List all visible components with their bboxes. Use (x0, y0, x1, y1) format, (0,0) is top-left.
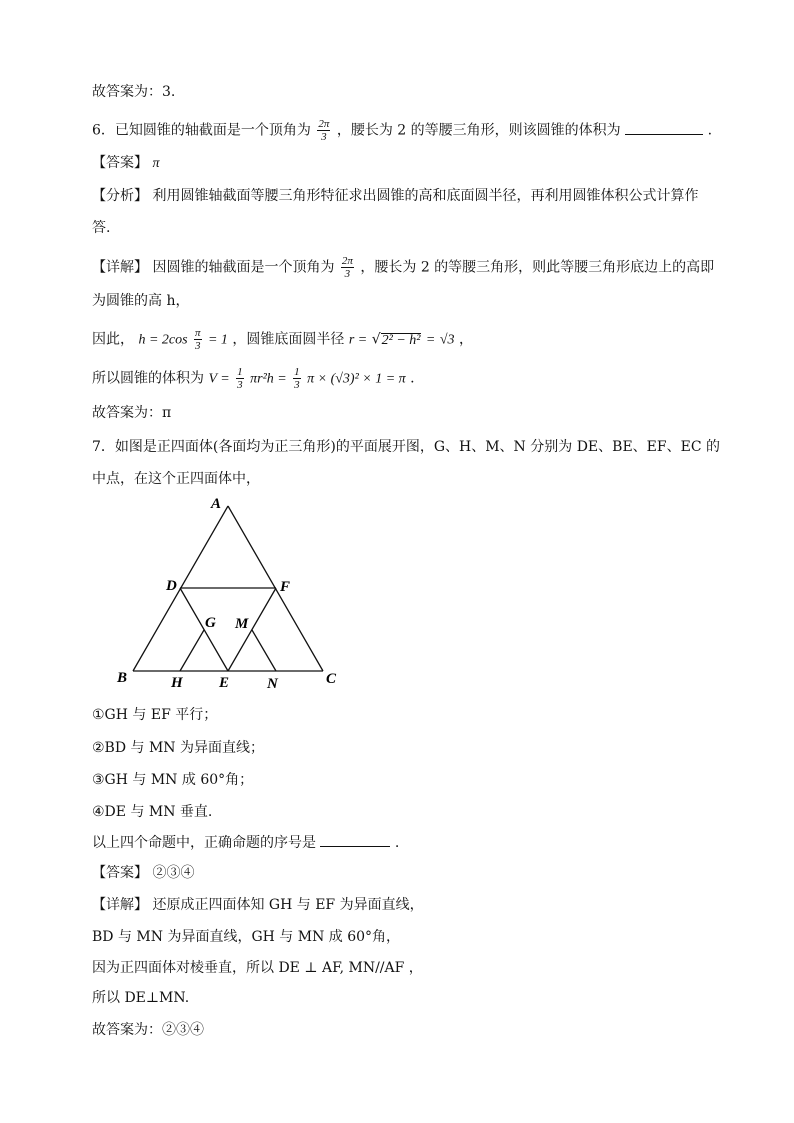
q7-detail-line3: 因为正四面体对棱垂直，所以 DE ⊥ AF, MN//AF ， (92, 960, 423, 976)
q7-detail: 【详解】 还原成正四面体知 GH 与 EF 为异面直线， (92, 897, 424, 913)
q6-detail-fraction: $\frac{2\pi}{3}$ (341, 255, 353, 280)
one-third-fraction-2: $\frac{1}{3}$ (294, 366, 300, 391)
answer-value: ②③④ (152, 865, 195, 881)
q6-calc-height-radius: 因此， h = 2cos $\frac{\pi}{3}$ = 1 ，圆锥底面圆半径 r = √2² − h² = √3 ， (92, 327, 473, 352)
label-C: C (326, 671, 337, 687)
detail-tag: 【详解】 (92, 259, 148, 276)
cos-fraction: $\frac{\pi}{3}$ (195, 327, 201, 352)
detail-tag: 【详解】 (92, 897, 148, 913)
q6-analysis-cont: 答. (92, 220, 111, 236)
label-H: H (171, 675, 183, 691)
label-M: M (235, 616, 249, 632)
proposition-3: ③GH 与 MN 成 60°角； (92, 772, 254, 788)
question-6: 6．已知圆锥的轴截面是一个顶角为 $\frac{2\pi}{3}$ ，腰长为 2 的等腰三角形，则该圆锥的体积为 . (92, 118, 713, 143)
label-B: B (117, 670, 128, 686)
answer-tag: 【答案】 (92, 865, 148, 881)
label-G: G (205, 615, 216, 631)
q6-fraction: $\frac{2\pi}{3}$ (318, 118, 330, 143)
q6-final-answer: 故答案为：π (92, 405, 172, 421)
label-N: N (267, 676, 278, 692)
q6-text-post: ，腰长为 2 的等腰三角形，则该圆锥的体积为 (336, 122, 621, 139)
analysis-tag: 【分析】 (92, 188, 148, 204)
label-D: D (166, 578, 177, 594)
label-A: A (211, 496, 222, 512)
answer-value: π (152, 156, 160, 171)
segment-MN (252, 630, 276, 671)
q7-answer (92, 863, 194, 883)
proposition-1: ①GH 与 EF 平行； (92, 707, 218, 723)
sqrt-icon: √ (371, 331, 381, 348)
q6-detail: 【详解】 因圆锥的轴截面是一个顶角为 $\frac{2\pi}{3}$ ，腰长为 2 的等腰三角形，则此等腰三角形底边上的高即 (92, 255, 715, 280)
label-F: F (280, 579, 291, 595)
tetrahedron-net-figure (108, 490, 348, 695)
q6-answer-blank (625, 120, 703, 135)
segment-GH (180, 630, 204, 671)
question-7: 7．如图是正四面体(各面均为正三角形)的平面展开图，G、H、M、N 分别为 DE、BE、EF、EC 的 (92, 439, 720, 455)
q7-final-answer: 故答案为：②③④ (92, 1022, 204, 1038)
q7-answer-blank (320, 832, 390, 847)
q7-detail-line4: 所以 DE⊥MN. (92, 990, 190, 1006)
question-7-cont: 中点，在这个正四面体中， (92, 471, 260, 487)
answer-tag: 【答案】 (92, 155, 148, 171)
proposition-2: ②BD 与 MN 为异面直线； (92, 740, 264, 756)
q7-detail-line2: BD 与 MN 为异面直线，GH 与 MN 成 60°角， (92, 929, 401, 945)
q7-question: 以上四个命题中，正确命题的序号是 . (92, 832, 399, 853)
q6-analysis: 【分析】 利用圆锥轴截面等腰三角形特征求出圆锥的高和底面圆半径，再利用圆锥体积公式计算作 (92, 188, 699, 204)
one-third-fraction: $\frac{1}{3}$ (237, 366, 243, 391)
proposition-4: ④DE 与 MN 垂直. (92, 804, 213, 820)
q6-detail-cont: 为圆锥的高 h， (92, 293, 190, 309)
q6-calc-volume: 所以圆锥的体积为 V = $\frac{1}{3}$ πr²h = $\frac{1}{3}$ π × (√3)² × 1 = π . (92, 366, 415, 391)
q6-text-pre: 6．已知圆锥的轴截面是一个顶角为 (92, 122, 311, 139)
answer-line-q5: 故答案为：3. (92, 84, 176, 100)
q6-answer (92, 153, 159, 174)
label-E: E (219, 675, 230, 691)
